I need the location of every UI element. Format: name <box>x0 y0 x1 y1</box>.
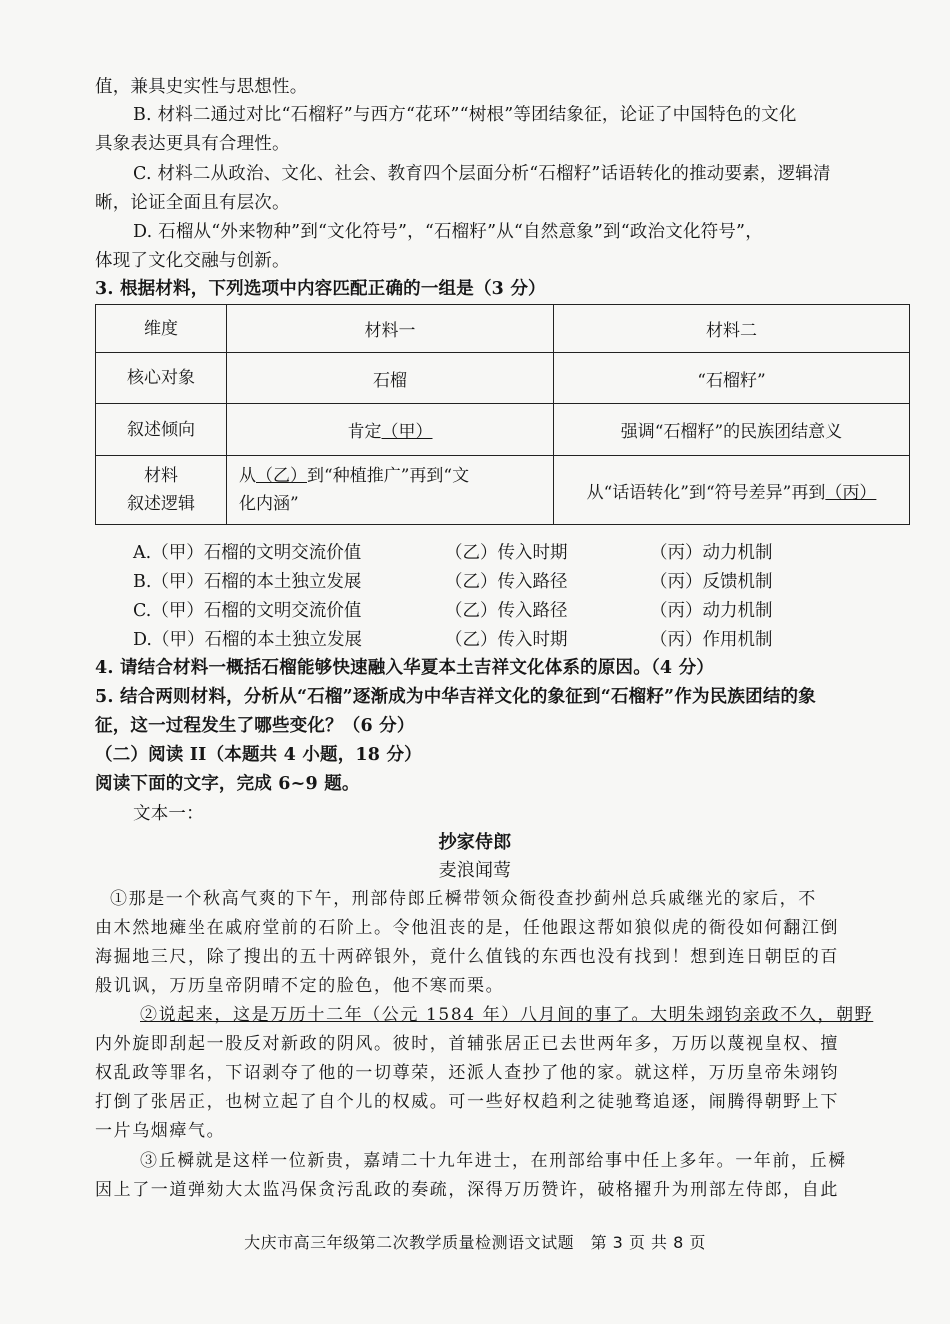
section-heading: （二）阅读 II（本题共 4 小题，18 分） <box>95 745 422 765</box>
story-p3-line1: ③丘橓就是这样一位新贵，嘉靖二十九年进士，在刑部给事中任上多年。一年前，丘橓 <box>140 1151 847 1171</box>
row-tend-m2: 强调“石榴籽”的民族团结意义 <box>554 404 910 456</box>
q3-option-b-jia: B.（甲）石榴的本土独立发展 <box>133 572 362 592</box>
row-core-m1: 石榴 <box>227 353 554 404</box>
q3-option-a-jia: A.（甲）石榴的文明交流价值 <box>133 543 362 563</box>
logic-m1-b: 到“种植推广”再到“文 <box>307 466 470 486</box>
story-p2-line5: 一片乌烟瘴气。 <box>95 1121 226 1141</box>
table-header-material1: 材料一 <box>227 305 554 353</box>
logic-m1-a: 从 <box>239 466 256 486</box>
story-p3-line2: 因上了一道弹劾大太监冯保贪污乱政的奏疏，深得万历赞许，破格擢升为刑部左侍郎，自此 <box>95 1180 839 1200</box>
table-header-dimension: 维度 <box>96 305 227 353</box>
q3-option-c-jia: C.（甲）石榴的文明交流价值 <box>133 601 362 621</box>
q3-option-c-yi: （乙）传入路径 <box>445 601 568 621</box>
q3-option-a-bing: （丙）动力机制 <box>650 543 773 563</box>
q4-prompt: 4. 请结合材料一概括石榴能够快速融入华夏本土吉祥文化体系的原因。（4 分） <box>95 658 714 678</box>
story-p1-line3: 海掘地三尺，除了搜出的五十两碎银外，竟什么值钱的东西也没有找到！想到连日朝臣的百 <box>95 947 839 967</box>
q3-option-c-bing: （丙）动力机制 <box>650 601 773 621</box>
story-p1-line2: 由木然地瘫坐在戚府堂前的石阶上。令他沮丧的是，任他跟这帮如狼似虎的衙役如何翻江倒 <box>95 918 839 938</box>
option-b-line2: 具象表达更具有合理性。 <box>95 134 290 154</box>
text-label: 文本一： <box>133 804 204 824</box>
option-c-line2: 晰，论证全面且有层次。 <box>95 193 290 213</box>
page-footer: 大庆市高三年级第二次教学质量检测语文试题 第 3 页 共 8 页 <box>244 1233 706 1252</box>
blank-jia: （甲） <box>381 422 433 442</box>
story-p2-line2: 内外旋即刮起一股反对新政的阴风。彼时，首辅张居正已去世两年多，万历以蔑视皇权、擅 <box>95 1034 839 1054</box>
q3-option-b-yi: （乙）传入路径 <box>445 572 568 592</box>
row-logic-m1 <box>227 456 554 525</box>
story-p2-line1: ②说起来，这是万历十二年（公元 1584 年）八月间的事了。大明朱翊钧亲政不久，朝野 <box>140 1005 874 1025</box>
blank-yi: （乙） <box>256 466 307 486</box>
q3-table <box>95 304 910 525</box>
option-b-line1: B. 材料二通过对比“石榴籽”与西方“花环”“树根”等团结象征，论证了中国特色的文化 <box>133 105 797 125</box>
option-a-tail: 值，兼具史实性与思想性。 <box>95 77 308 97</box>
option-d-line2: 体现了文化交融与创新。 <box>95 251 290 271</box>
q3-option-a-yi: （乙）传入时期 <box>445 543 568 563</box>
logic-label-2: 叙述逻辑 <box>127 494 195 514</box>
option-c-line1: C. 材料二从政治、文化、社会、教育四个层面分析“石榴籽”话语转化的推动要素，逻辑清 <box>133 164 831 184</box>
story-p1-line1: ①那是一个秋高气爽的下午，刑部侍郎丘橓带领众衙役查抄蓟州总兵戚继光的家后，不 <box>110 889 817 909</box>
story-p2-line4: 打倒了张居正，也树立起了自个儿的权威。可一些好权趋利之徒驰骛追逐，闹腾得朝野上下 <box>95 1092 839 1112</box>
q3-option-d-jia: D.（甲）石榴的本土独立发展 <box>133 630 362 650</box>
logic-label-1: 材料 <box>144 466 178 486</box>
option-d-line1: D. 石榴从“外来物种”到“文化符号”，“石榴籽”从“自然意象”到“政治文化符号”， <box>133 222 763 242</box>
story-title: 抄家侍郎 <box>438 832 512 853</box>
row-core-label: 核心对象 <box>96 353 227 404</box>
story-p2-line3: 权乱政等罪名，下诏剥夺了他的一切尊荣，还派人查抄了他的家。就这样，万历皇帝朱翊钧 <box>95 1063 839 1083</box>
q5-prompt-line1: 5. 结合两则材料，分析从“石榴”逐渐成为中华吉祥文化的象征到“石榴籽”作为民族团结的象 <box>95 687 816 707</box>
row-logic-m2 <box>554 456 910 525</box>
q5-prompt-line2: 征，这一过程发生了哪些变化？（6 分） <box>95 716 415 736</box>
q3-option-b-bing: （丙）反馈机制 <box>650 572 773 592</box>
q3-title: 3. 根据材料，下列选项中内容匹配正确的一组是（3 分） <box>95 279 546 299</box>
story-author: 麦浪闻莺 <box>438 860 512 881</box>
row-logic-label <box>96 456 227 525</box>
row-tend-m1 <box>227 404 554 456</box>
q3-option-d-bing: （丙）作用机制 <box>650 630 773 650</box>
story-p1-line4: 般讥讽，万历皇帝阴晴不定的脸色，他不寒而栗。 <box>95 976 505 996</box>
row-tend-label: 叙述倾向 <box>96 404 227 456</box>
q3-option-d-yi: （乙）传入时期 <box>445 630 568 650</box>
tend-m1-text: 肯定 <box>347 422 382 442</box>
logic-m2-text: 从“话语转化”到“符号差异”再到 <box>586 482 826 503</box>
reading-instruction: 阅读下面的文字，完成 6~9 题。 <box>95 774 360 794</box>
blank-bing: （丙） <box>825 482 877 503</box>
table-header-material2: 材料二 <box>554 305 910 353</box>
logic-m1-c: 化内涵” <box>239 494 299 514</box>
row-core-m2: “石榴籽” <box>554 353 910 404</box>
